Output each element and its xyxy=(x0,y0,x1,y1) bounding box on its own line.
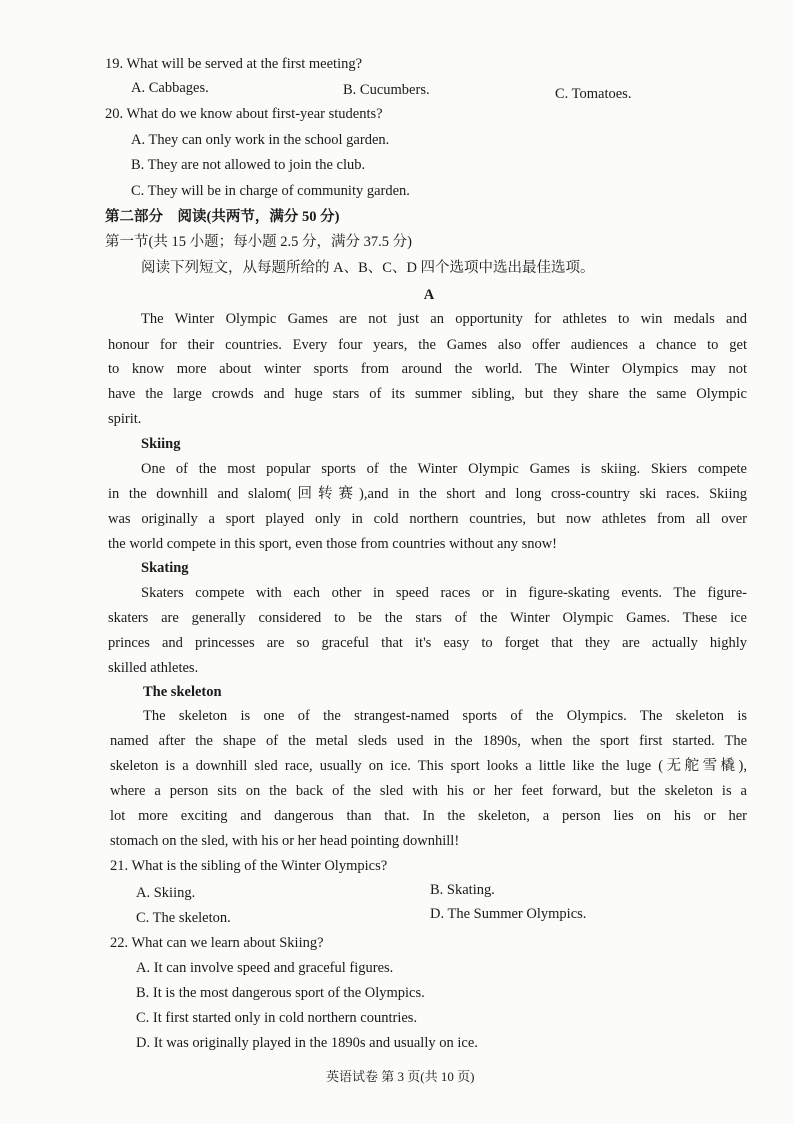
skeleton-heading: The skeleton xyxy=(143,684,222,700)
question-21-option-a: A. Skiing. xyxy=(136,885,196,901)
skiing-paragraph-line: One of the most popular sports of the Winter Olympic Games is skiing. Skiers compete xyxy=(141,461,747,477)
skeleton-paragraph-line: lot more exciting and dangerous than that. In the skeleton, a person lies on his or her xyxy=(110,808,747,824)
question-19-option-c: C. Tomatoes. xyxy=(555,86,632,102)
skeleton-paragraph-line: where a person sits on the back of the sled with his or her feet forward, but the skeleton is a xyxy=(110,783,747,799)
skeleton-paragraph-line: The skeleton is one of the strangest-named sports of the Olympics. The skeleton is xyxy=(143,708,747,724)
question-20-option-a: A. They can only work in the school garden. xyxy=(131,132,390,148)
question-22-option-b: B. It is the most dangerous sport of the Olympics. xyxy=(136,985,425,1001)
question-22-option-a: A. It can involve speed and graceful figures. xyxy=(136,960,394,976)
question-21-option-c: C. The skeleton. xyxy=(136,910,231,926)
skating-paragraph-line: Skaters compete with each other in speed races or in figure-skating events. The figure- xyxy=(141,585,747,601)
skiing-paragraph-line: the world compete in this sport, even those from countries without any snow! xyxy=(108,536,558,552)
question-19-stem: 19. What will be served at the first meeting? xyxy=(105,56,363,72)
part-two-heading: 第二部分 阅读(共两节，满分 50 分) xyxy=(105,209,340,225)
page-footer: 英语试卷 第 3 页(共 10 页) xyxy=(326,1069,475,1084)
skiing-heading: Skiing xyxy=(141,436,181,452)
passage-intro-line: spirit. xyxy=(108,411,142,427)
question-22-stem: 22. What can we learn about Skiing? xyxy=(110,935,324,951)
question-22-option-d: D. It was originally played in the 1890s and usually on ice. xyxy=(136,1035,478,1051)
passage-intro-line: have the large crowds and huge stars of its summer sibling, but they share the same Olympic xyxy=(108,386,747,402)
question-20-option-c: C. They will be in charge of community garden. xyxy=(131,183,410,199)
question-19-option-b: B. Cucumbers. xyxy=(343,82,430,98)
section-one-heading: 第一节(共 15 小题；每小题 2.5 分，满分 37.5 分) xyxy=(105,234,412,250)
passage-label: A xyxy=(423,287,435,303)
skating-paragraph-line: princes and princesses are so graceful that it's easy to forget that they are actually highly xyxy=(108,635,747,651)
question-21-option-b: B. Skating. xyxy=(430,882,495,898)
skiing-paragraph-line: was originally a sport played only in cold northern countries, but now athletes from all over xyxy=(108,511,747,527)
question-22-option-c: C. It first started only in cold northern countries. xyxy=(136,1010,418,1026)
question-21-stem: 21. What is the sibling of the Winter Olympics? xyxy=(110,858,388,874)
question-19-option-a: A. Cabbages. xyxy=(131,80,209,96)
passage-intro-line: honour for their countries. Every four years, the Games also offer audiences a chance to get xyxy=(108,337,747,353)
skating-paragraph-line: skilled athletes. xyxy=(108,660,199,676)
question-20-stem: 20. What do we know about first-year students? xyxy=(105,106,383,122)
passage-intro-line: The Winter Olympic Games are not just an opportunity for athletes to win medals and xyxy=(141,311,747,327)
question-21-option-d: D. The Summer Olympics. xyxy=(430,906,587,922)
skating-heading: Skating xyxy=(141,560,189,576)
skeleton-paragraph-line: stomach on the sled, with his or her head pointing downhill! xyxy=(110,833,460,849)
passage-intro-line: to know more about winter sports from around the world. The Winter Olympics may not xyxy=(108,361,747,377)
skeleton-paragraph-line: named after the shape of the metal sleds used in the 1890s, when the sport first started. The xyxy=(110,733,747,749)
skating-paragraph-line: skaters are generally considered to be the stars of the Winter Olympic Games. These ice xyxy=(108,610,747,626)
reading-instruction: 阅读下列短文，从每题所给的 A、B、C、D 四个选项中选出最佳选项。 xyxy=(141,260,595,276)
question-20-option-b: B. They are not allowed to join the club. xyxy=(131,157,366,173)
skeleton-paragraph-line: skeleton is a downhill sled race, usually on ice. This sport looks a little like the luge (无舵雪橇), xyxy=(110,758,747,774)
skiing-paragraph-line: in the downhill and slalom(回转赛),and in the short and long cross-country ski races. Skiing xyxy=(108,486,747,502)
